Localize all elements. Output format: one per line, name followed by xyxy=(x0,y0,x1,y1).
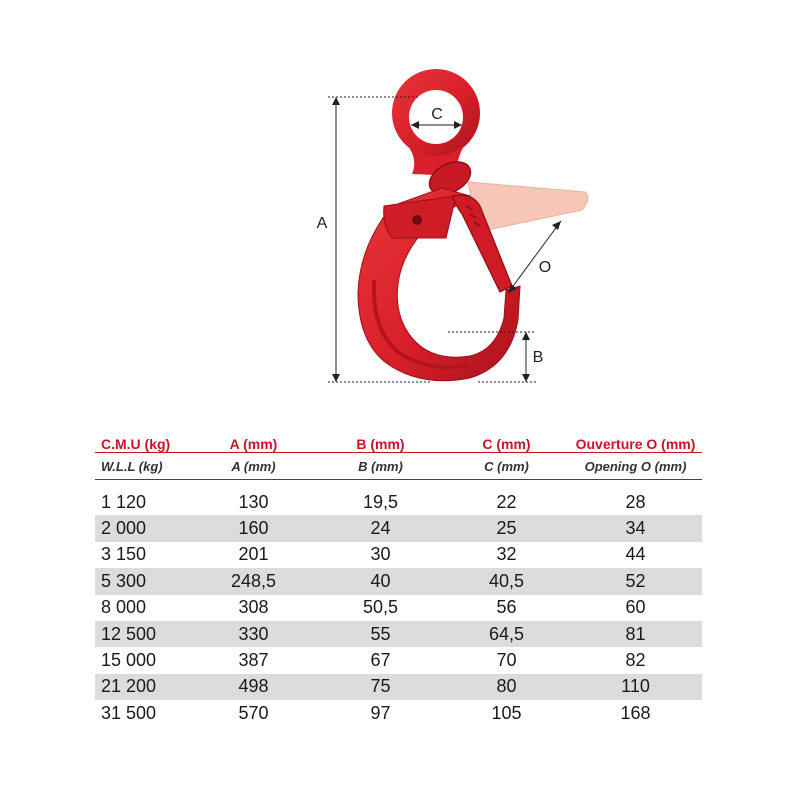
cell-a: 570 xyxy=(238,702,269,723)
header-wll-fr: C.M.U (kg) xyxy=(95,430,190,453)
header-row-english xyxy=(95,453,702,480)
header-wll-en: W.L.L (kg) xyxy=(95,453,190,480)
cell-opening: 34 xyxy=(569,515,702,541)
table-row xyxy=(95,674,702,700)
cell-a: 248,5 xyxy=(190,568,317,594)
cell-b: 24 xyxy=(317,515,444,541)
cell-c: 56 xyxy=(496,597,517,618)
header-b-fr: B (mm) xyxy=(317,430,444,453)
header-a-fr: A (mm) xyxy=(190,430,317,453)
cell-opening: 52 xyxy=(569,568,702,594)
cell-opening: 168 xyxy=(620,702,651,723)
table-row xyxy=(95,515,702,541)
cell-wll: 12 500 xyxy=(95,621,190,647)
header-opening-en: Opening O (mm) xyxy=(569,453,702,480)
cell-opening: 28 xyxy=(625,491,646,512)
cell-opening: 81 xyxy=(569,621,702,647)
cell-wll: 15 000 xyxy=(101,650,157,671)
cell-c: 32 xyxy=(496,544,517,565)
header-a-en: A (mm) xyxy=(190,453,317,480)
table-row xyxy=(95,542,702,568)
label-c: C xyxy=(431,106,443,123)
cell-wll: 8 000 xyxy=(101,597,147,618)
cell-c: 105 xyxy=(491,702,522,723)
cell-opening: 44 xyxy=(625,544,646,565)
cell-a: 160 xyxy=(190,515,317,541)
cell-a: 330 xyxy=(190,621,317,647)
cell-wll: 3 150 xyxy=(101,544,147,565)
table-row xyxy=(95,568,702,594)
cell-c: 70 xyxy=(496,650,517,671)
table-header xyxy=(95,430,702,480)
cell-a: 498 xyxy=(190,674,317,700)
header-opening-fr: Ouverture O (mm) xyxy=(569,430,702,453)
cell-wll: 21 200 xyxy=(95,674,190,700)
header-c-fr: C (mm) xyxy=(444,430,569,453)
label-b: B xyxy=(532,349,544,366)
table-row xyxy=(95,595,702,621)
table-body xyxy=(95,489,702,727)
header-c-en: C (mm) xyxy=(444,453,569,480)
cell-b: 97 xyxy=(370,702,391,723)
cell-b: 19,5 xyxy=(362,491,399,512)
table-row xyxy=(95,621,702,647)
cell-c: 40,5 xyxy=(444,568,569,594)
cell-b: 55 xyxy=(317,621,444,647)
cell-b: 67 xyxy=(370,650,391,671)
cell-c: 25 xyxy=(444,515,569,541)
table-row xyxy=(95,647,702,673)
cell-b: 30 xyxy=(370,544,391,565)
cell-b: 40 xyxy=(317,568,444,594)
cell-a: 130 xyxy=(238,491,269,512)
specifications-table xyxy=(95,430,702,727)
header-row-french xyxy=(95,430,702,453)
cell-c: 80 xyxy=(444,674,569,700)
cell-wll: 2 000 xyxy=(95,515,190,541)
dimension-o xyxy=(508,221,561,293)
cell-a: 201 xyxy=(238,544,269,565)
table-row xyxy=(95,700,702,726)
cell-opening: 110 xyxy=(569,674,702,700)
cell-b: 75 xyxy=(317,674,444,700)
cell-opening: 60 xyxy=(625,597,646,618)
cell-wll: 31 500 xyxy=(101,702,157,723)
cell-b: 50,5 xyxy=(362,597,399,618)
cell-wll: 1 120 xyxy=(101,491,147,512)
pin-icon xyxy=(412,215,422,225)
cell-a: 387 xyxy=(238,650,269,671)
label-a: A xyxy=(316,215,328,232)
header-b-en: B (mm) xyxy=(317,453,444,480)
cell-wll: 5 300 xyxy=(95,568,190,594)
cell-c: 64,5 xyxy=(444,621,569,647)
cell-a: 308 xyxy=(238,597,269,618)
table-row xyxy=(95,489,702,515)
label-o: O xyxy=(538,259,552,276)
cell-opening: 82 xyxy=(625,650,646,671)
cell-c: 22 xyxy=(496,491,517,512)
